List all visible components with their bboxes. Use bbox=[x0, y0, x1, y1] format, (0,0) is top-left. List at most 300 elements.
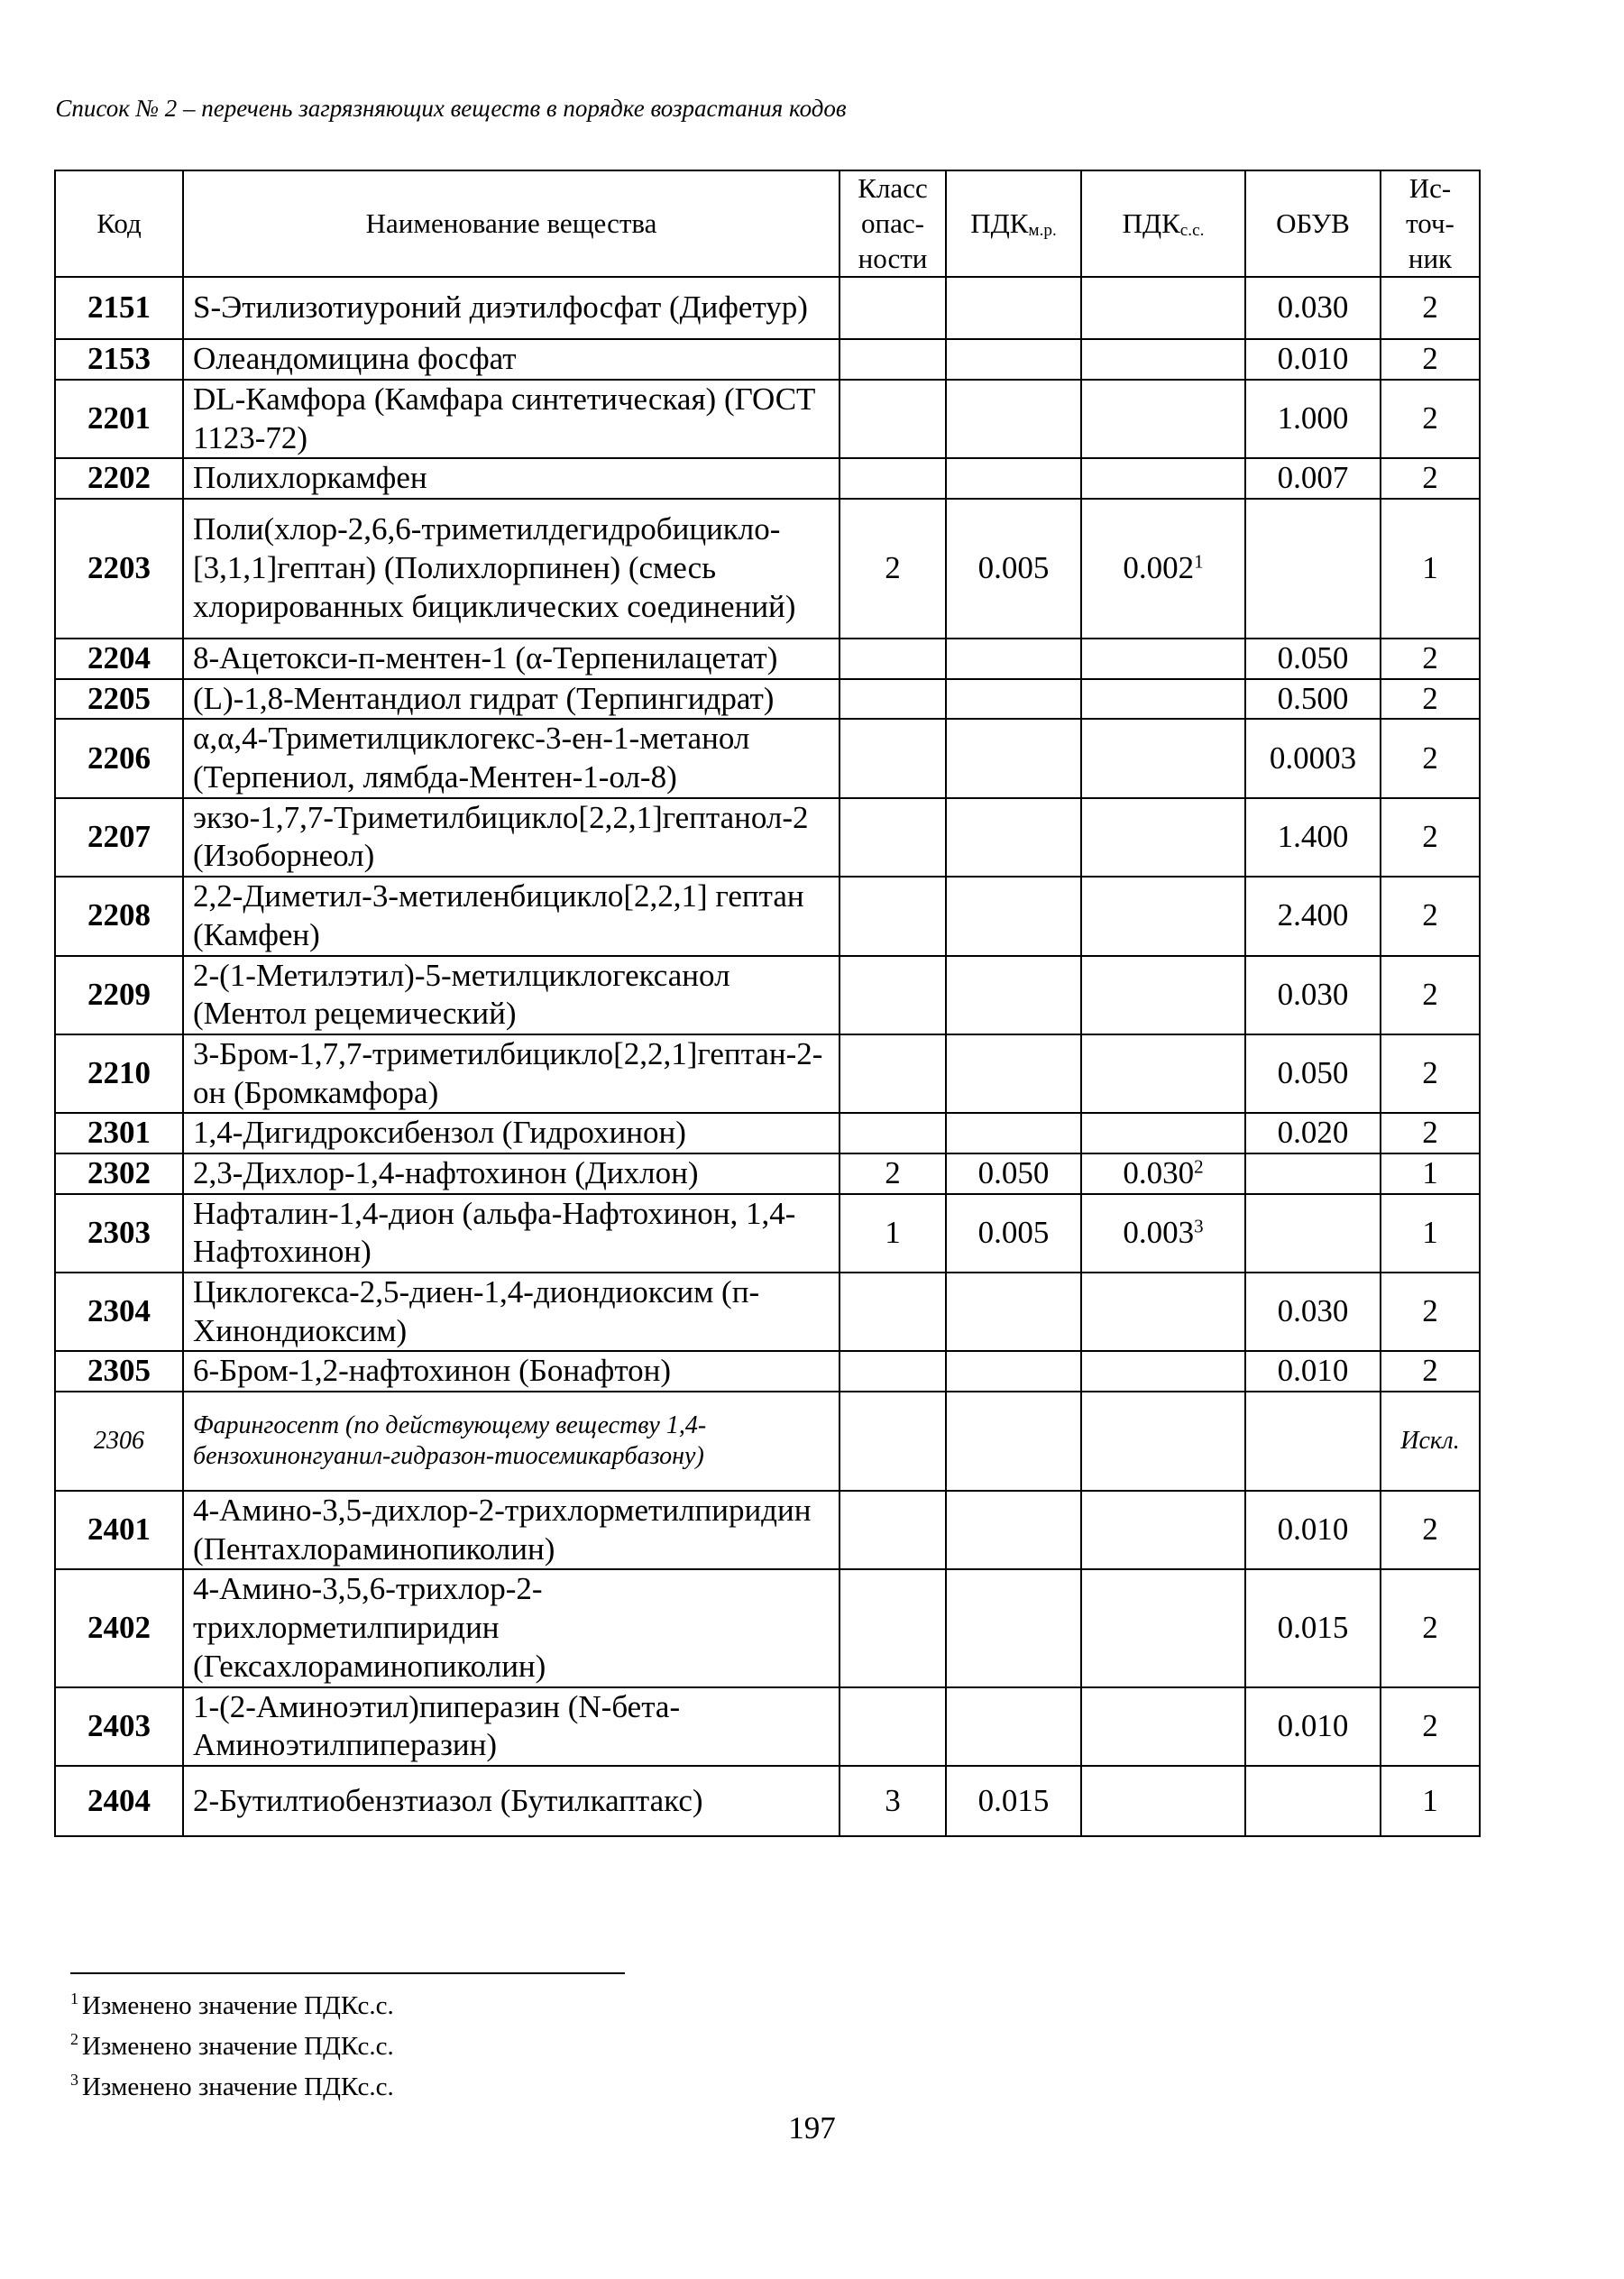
table-row bbox=[55, 877, 1480, 955]
code-cell bbox=[55, 719, 183, 797]
name-cell bbox=[183, 719, 840, 797]
obuv-cell-value: 1.400 bbox=[1277, 819, 1349, 855]
header-pdk-mr bbox=[946, 170, 1081, 277]
name-cell bbox=[183, 1273, 840, 1351]
name-cell-value: Циклогекса-2,5-диен-1,4-диондиоксим (п-Хинондиоксим) bbox=[193, 1274, 760, 1348]
code-cell bbox=[55, 277, 183, 339]
code-cell bbox=[55, 798, 183, 877]
name-cell bbox=[183, 1194, 840, 1273]
obuv-cell bbox=[1245, 639, 1381, 679]
hazard-class-cell bbox=[840, 1351, 946, 1392]
table-row bbox=[55, 1113, 1480, 1153]
page-number: 197 bbox=[788, 2110, 836, 2146]
code-cell-value: 2205 bbox=[87, 680, 151, 716]
source-cell-value: 2 bbox=[1422, 400, 1438, 437]
source-cell-value: 1 bbox=[1422, 1154, 1438, 1190]
name-cell bbox=[183, 339, 840, 380]
obuv-cell bbox=[1245, 458, 1381, 499]
pdk-mr-cell-value: 0.005 bbox=[977, 1214, 1050, 1250]
pdk-mr-cell bbox=[946, 1392, 1081, 1491]
hazard-class-cell bbox=[840, 1392, 946, 1491]
hazard-class-cell-value: 3 bbox=[885, 1782, 901, 1818]
footnote-divider bbox=[70, 1972, 625, 1974]
table-row bbox=[55, 1491, 1480, 1569]
header-hazard-line: Класс bbox=[858, 172, 928, 204]
footnote-3 bbox=[70, 2063, 394, 2104]
footnote-reference: 2 bbox=[1194, 1155, 1204, 1178]
hazard-class-cell bbox=[840, 380, 946, 458]
obuv-cell bbox=[1245, 1113, 1381, 1153]
pdk-mr-cell bbox=[946, 639, 1081, 679]
code-cell bbox=[55, 639, 183, 679]
table-row bbox=[55, 1351, 1480, 1392]
table-row bbox=[55, 956, 1480, 1034]
pdk-ss-cell bbox=[1081, 1194, 1245, 1273]
name-cell-value: 1,4-Дигидроксибензол (Гидрохинон) bbox=[193, 1115, 686, 1151]
footnote-mark: 1 bbox=[70, 1990, 78, 2008]
code-cell-value: 2204 bbox=[87, 640, 151, 675]
code-cell-value: 2153 bbox=[87, 341, 151, 377]
source-cell bbox=[1381, 1766, 1480, 1836]
obuv-cell bbox=[1245, 798, 1381, 877]
name-cell bbox=[183, 639, 840, 679]
name-cell bbox=[183, 1766, 840, 1836]
code-cell bbox=[55, 679, 183, 720]
pdk-mr-cell bbox=[946, 1569, 1081, 1686]
code-cell bbox=[55, 1034, 183, 1113]
footnote-mark: 2 bbox=[70, 2029, 78, 2048]
name-cell bbox=[183, 877, 840, 955]
name-cell bbox=[183, 956, 840, 1034]
code-cell bbox=[55, 1273, 183, 1351]
header-name: Наименование вещества bbox=[183, 170, 840, 277]
pdk-ss-cell bbox=[1081, 499, 1245, 639]
obuv-cell-value: 0.030 bbox=[1277, 289, 1349, 326]
obuv-cell bbox=[1245, 1273, 1381, 1351]
pdk-ss-cell bbox=[1081, 277, 1245, 339]
hazard-class-cell-value: 1 bbox=[885, 1214, 901, 1250]
source-cell bbox=[1381, 1351, 1480, 1392]
footnote-reference: 3 bbox=[1194, 1215, 1204, 1237]
pdk-ss-cell bbox=[1081, 1273, 1245, 1351]
pdk-mr-cell bbox=[946, 1113, 1081, 1153]
code-cell-value: 2208 bbox=[87, 897, 151, 933]
source-cell-value: 2 bbox=[1422, 680, 1438, 716]
source-cell-value: 2 bbox=[1422, 976, 1438, 1012]
table-header-row bbox=[55, 170, 1480, 277]
source-cell bbox=[1381, 458, 1480, 499]
pdk-ss-cell bbox=[1081, 798, 1245, 877]
hazard-class-cell bbox=[840, 1766, 946, 1836]
code-cell bbox=[55, 1491, 183, 1569]
name-cell-value: 2-Бутилтиобензтиазол (Бутилкаптакс) bbox=[193, 1782, 703, 1818]
source-cell bbox=[1381, 639, 1480, 679]
source-cell bbox=[1381, 277, 1480, 339]
code-cell bbox=[55, 956, 183, 1034]
name-cell bbox=[183, 1351, 840, 1392]
code-cell bbox=[55, 339, 183, 380]
source-cell-value: 2 bbox=[1422, 640, 1438, 675]
page-title: Список № 2 – перечень загрязняющих веществ в порядке возрастания кодов bbox=[55, 95, 847, 122]
source-cell bbox=[1381, 679, 1480, 720]
name-cell bbox=[183, 798, 840, 877]
pdk-mr-cell bbox=[946, 1687, 1081, 1766]
header-source bbox=[1381, 170, 1480, 277]
table-row bbox=[55, 1687, 1480, 1766]
source-cell bbox=[1381, 1569, 1480, 1686]
table-body bbox=[55, 277, 1480, 1836]
hazard-class-cell bbox=[840, 956, 946, 1034]
name-cell-value: α,α,4-Триметилциклогекс-3-ен-1-метанол (Терпениол, лямбда-Ментен-1-ол-8) bbox=[193, 721, 750, 795]
hazard-class-cell-value: 2 bbox=[885, 1154, 901, 1190]
pdk-mr-cell bbox=[946, 719, 1081, 797]
footnote-2 bbox=[70, 2023, 394, 2063]
header-source-line: ник bbox=[1408, 242, 1453, 274]
source-cell-value: 2 bbox=[1422, 1115, 1438, 1151]
source-cell bbox=[1381, 956, 1480, 1034]
footnote-text: Изменено значение ПДКс.с. bbox=[81, 2031, 394, 2061]
table-row bbox=[55, 1153, 1480, 1194]
name-cell bbox=[183, 499, 840, 639]
pdk-mr-cell bbox=[946, 1153, 1081, 1194]
hazard-class-cell bbox=[840, 1273, 946, 1351]
source-cell-value: 2 bbox=[1422, 1512, 1438, 1548]
hazard-class-cell bbox=[840, 339, 946, 380]
pdk-mr-cell bbox=[946, 380, 1081, 458]
source-cell-value: 2 bbox=[1422, 341, 1438, 377]
obuv-cell bbox=[1245, 380, 1381, 458]
footnote-text: Изменено значение ПДКс.с. bbox=[81, 1990, 394, 2020]
obuv-cell-value: 0.500 bbox=[1277, 680, 1349, 716]
pdk-mr-cell bbox=[946, 956, 1081, 1034]
code-cell-value: 2201 bbox=[87, 400, 151, 437]
footnote-text: Изменено значение ПДКс.с. bbox=[81, 2072, 394, 2101]
source-cell bbox=[1381, 1194, 1480, 1273]
pdk-ss-cell-value: 0.002 bbox=[1123, 550, 1195, 586]
name-cell bbox=[183, 1687, 840, 1766]
pdk-ss-cell bbox=[1081, 1392, 1245, 1491]
header-pdk-ss-subscript: с.с. bbox=[1179, 220, 1205, 240]
name-cell bbox=[183, 1153, 840, 1194]
obuv-cell-value: 0.010 bbox=[1277, 1707, 1349, 1743]
hazard-class-cell bbox=[840, 1687, 946, 1766]
obuv-cell bbox=[1245, 956, 1381, 1034]
code-cell-value: 2210 bbox=[87, 1055, 151, 1091]
code-cell bbox=[55, 1351, 183, 1392]
pdk-ss-cell bbox=[1081, 1766, 1245, 1836]
pdk-mr-cell bbox=[946, 1194, 1081, 1273]
source-cell bbox=[1381, 1687, 1480, 1766]
code-cell-value: 2402 bbox=[87, 1610, 151, 1646]
code-cell bbox=[55, 1113, 183, 1153]
pdk-mr-cell bbox=[946, 1273, 1081, 1351]
pdk-ss-cell bbox=[1081, 956, 1245, 1034]
name-cell-value: Поли(хлор-2,6,6-триметилдегидробицикло- [3,1,1]гептан) (Полихлорпинен) (смесь хлорированных бициклических соединений) bbox=[193, 511, 796, 624]
hazard-class-cell bbox=[840, 1113, 946, 1153]
obuv-cell-value: 0.015 bbox=[1277, 1610, 1349, 1646]
pdk-ss-cell bbox=[1081, 719, 1245, 797]
header-source-line: Ис- bbox=[1408, 172, 1452, 204]
pdk-ss-cell bbox=[1081, 1491, 1245, 1569]
obuv-cell-value: 0.007 bbox=[1277, 460, 1349, 496]
obuv-cell bbox=[1245, 1569, 1381, 1686]
pdk-ss-cell-value: 0.003 bbox=[1123, 1214, 1195, 1250]
source-cell bbox=[1381, 339, 1480, 380]
obuv-cell bbox=[1245, 1153, 1381, 1194]
name-cell-value: Олеандомицина фосфат bbox=[193, 341, 517, 377]
name-cell bbox=[183, 1113, 840, 1153]
table-row bbox=[55, 277, 1480, 339]
obuv-cell bbox=[1245, 1766, 1381, 1836]
name-cell bbox=[183, 277, 840, 339]
table-row bbox=[55, 380, 1480, 458]
obuv-cell-value: 1.000 bbox=[1277, 400, 1349, 437]
code-cell-value: 2151 bbox=[87, 289, 151, 326]
source-cell bbox=[1381, 1392, 1480, 1491]
table-row bbox=[55, 1194, 1480, 1273]
table-row bbox=[55, 679, 1480, 720]
header-pdk-ss bbox=[1081, 170, 1245, 277]
hazard-class-cell bbox=[840, 277, 946, 339]
name-cell bbox=[183, 458, 840, 499]
table-row bbox=[55, 1034, 1480, 1113]
name-cell-value: экзо-1,7,7-Триметилбицикло[2,2,1]гептанол-2 (Изоборнеол) bbox=[193, 799, 809, 874]
name-cell-value: 4-Амино-3,5,6-трихлор-2-трихлорметилпиридин (Гексахлораминопиколин) bbox=[193, 1571, 546, 1684]
substances-table bbox=[54, 170, 1481, 1837]
table-row bbox=[55, 458, 1480, 499]
pdk-ss-cell bbox=[1081, 339, 1245, 380]
pdk-mr-cell-value: 0.005 bbox=[977, 550, 1050, 586]
pdk-mr-cell bbox=[946, 679, 1081, 720]
source-cell-value: 1 bbox=[1422, 1214, 1438, 1250]
code-cell-value: 2206 bbox=[87, 740, 151, 776]
name-cell-value: Нафталин-1,4-дион (альфа-Нафтохинон, 1,4-Нафтохинон) bbox=[193, 1195, 796, 1270]
table-row bbox=[55, 339, 1480, 380]
source-cell-value: 2 bbox=[1422, 1610, 1438, 1646]
code-cell bbox=[55, 1194, 183, 1273]
name-cell bbox=[183, 1491, 840, 1569]
source-cell bbox=[1381, 1034, 1480, 1113]
obuv-cell-value: 0.050 bbox=[1277, 1055, 1349, 1091]
code-cell-value: 2303 bbox=[87, 1214, 151, 1250]
obuv-cell bbox=[1245, 1034, 1381, 1113]
obuv-cell-value: 0.010 bbox=[1277, 1512, 1349, 1548]
table-row bbox=[55, 1273, 1480, 1351]
header-pdk-mr-label: ПДК bbox=[970, 207, 1029, 239]
obuv-cell-value: 0.0003 bbox=[1269, 740, 1357, 776]
header-code: Код bbox=[55, 170, 183, 277]
code-cell-value: 2301 bbox=[87, 1115, 151, 1151]
hazard-class-cell bbox=[840, 1491, 946, 1569]
pdk-ss-cell bbox=[1081, 1153, 1245, 1194]
source-cell-value: 2 bbox=[1422, 289, 1438, 326]
footnote-reference: 1 bbox=[1194, 550, 1204, 573]
table-row bbox=[55, 1766, 1480, 1836]
pdk-ss-cell bbox=[1081, 1113, 1245, 1153]
name-cell bbox=[183, 1392, 840, 1491]
code-cell-value: 2306 bbox=[94, 1426, 144, 1455]
source-cell bbox=[1381, 1273, 1480, 1351]
obuv-cell bbox=[1245, 499, 1381, 639]
source-cell-value: 1 bbox=[1422, 1782, 1438, 1818]
source-cell bbox=[1381, 1153, 1480, 1194]
source-cell-value: 2 bbox=[1422, 819, 1438, 855]
source-cell bbox=[1381, 877, 1480, 955]
header-pdk-mr-subscript: м.р. bbox=[1028, 220, 1057, 240]
source-cell bbox=[1381, 499, 1480, 639]
pdk-mr-cell bbox=[946, 1351, 1081, 1392]
pdk-ss-cell bbox=[1081, 1351, 1245, 1392]
hazard-class-cell bbox=[840, 1569, 946, 1686]
hazard-class-cell bbox=[840, 719, 946, 797]
obuv-cell-value: 2.400 bbox=[1277, 897, 1349, 933]
header-source-line: точ- bbox=[1406, 207, 1454, 239]
source-cell-value: 2 bbox=[1422, 740, 1438, 776]
pdk-mr-cell bbox=[946, 339, 1081, 380]
name-cell-value: 4-Амино-3,5-дихлор-2-трихлорметилпиридин (Пентахлораминопиколин) bbox=[193, 1493, 812, 1567]
obuv-cell-value: 0.050 bbox=[1277, 640, 1349, 675]
substances-table-container bbox=[54, 170, 1479, 1837]
code-cell bbox=[55, 1569, 183, 1686]
name-cell-value: 6-Бром-1,2-нафтохинон (Бонафтон) bbox=[193, 1353, 672, 1389]
obuv-cell-value: 0.020 bbox=[1277, 1115, 1349, 1151]
name-cell-value: Фарингосепт (по действующему веществу 1,4-бензохинонгуанил-гидразон-тиосемикарбазону) bbox=[193, 1411, 707, 1471]
code-cell-value: 2304 bbox=[87, 1293, 151, 1329]
footnote-mark: 3 bbox=[70, 2070, 78, 2089]
table-row bbox=[55, 1392, 1480, 1491]
pdk-mr-cell bbox=[946, 798, 1081, 877]
pdk-mr-cell bbox=[946, 1034, 1081, 1113]
table-row bbox=[55, 499, 1480, 639]
code-cell bbox=[55, 1153, 183, 1194]
code-cell bbox=[55, 1687, 183, 1766]
pdk-mr-cell-value: 0.050 bbox=[977, 1154, 1050, 1190]
hazard-class-cell bbox=[840, 458, 946, 499]
pdk-mr-cell bbox=[946, 1491, 1081, 1569]
source-cell bbox=[1381, 1113, 1480, 1153]
code-cell-value: 2305 bbox=[87, 1353, 151, 1389]
name-cell-value: DL-Камфора (Камфара синтетическая) (ГОСТ 1123-72) bbox=[193, 381, 816, 455]
pdk-mr-cell bbox=[946, 499, 1081, 639]
footnote-1 bbox=[70, 1982, 394, 2023]
pdk-ss-cell bbox=[1081, 639, 1245, 679]
code-cell bbox=[55, 1766, 183, 1836]
name-cell-value: 1-(2-Аминоэтил)пиперазин (N-бета-Аминоэтилпиперазин) bbox=[193, 1688, 681, 1763]
code-cell-value: 2403 bbox=[87, 1707, 151, 1743]
obuv-cell bbox=[1245, 679, 1381, 720]
name-cell-value: 2-(1-Метилэтил)-5-метилциклогексанол (Ментол рецемический) bbox=[193, 957, 730, 1032]
hazard-class-cell bbox=[840, 679, 946, 720]
obuv-cell-value: 0.010 bbox=[1277, 341, 1349, 377]
code-cell-value: 2209 bbox=[87, 976, 151, 1012]
header-obuv: ОБУВ bbox=[1245, 170, 1381, 277]
code-cell-value: 2203 bbox=[87, 550, 151, 586]
header-hazard-line: ности bbox=[858, 242, 928, 274]
code-cell-value: 2207 bbox=[87, 819, 151, 855]
pdk-mr-cell bbox=[946, 877, 1081, 955]
hazard-class-cell bbox=[840, 1194, 946, 1273]
pdk-ss-cell bbox=[1081, 877, 1245, 955]
pdk-mr-cell bbox=[946, 458, 1081, 499]
pdk-mr-cell-value: 0.015 bbox=[977, 1782, 1050, 1818]
obuv-cell-value: 0.030 bbox=[1277, 1293, 1349, 1329]
obuv-cell bbox=[1245, 719, 1381, 797]
pdk-mr-cell bbox=[946, 277, 1081, 339]
hazard-class-cell bbox=[840, 639, 946, 679]
name-cell-value: 8-Ацетокси-п-ментен-1 (α-Терпенилацетат) bbox=[193, 640, 778, 675]
code-cell-value: 2302 bbox=[87, 1154, 151, 1190]
name-cell-value: 2,3-Дихлор-1,4-нафтохинон (Дихлон) bbox=[193, 1154, 699, 1190]
pdk-ss-cell bbox=[1081, 380, 1245, 458]
header-hazard-class bbox=[840, 170, 946, 277]
source-cell bbox=[1381, 380, 1480, 458]
table-row bbox=[55, 798, 1480, 877]
table-row bbox=[55, 639, 1480, 679]
source-cell bbox=[1381, 719, 1480, 797]
name-cell-value: (L)-1,8-Ментандиол гидрат (Терпингидрат) bbox=[193, 680, 775, 716]
footnotes bbox=[70, 1982, 394, 2103]
hazard-class-cell bbox=[840, 798, 946, 877]
source-cell-value: Искл. bbox=[1400, 1426, 1460, 1455]
name-cell bbox=[183, 1569, 840, 1686]
code-cell bbox=[55, 458, 183, 499]
source-cell bbox=[1381, 798, 1480, 877]
obuv-cell bbox=[1245, 1491, 1381, 1569]
name-cell-value: S-Этилизотиуроний диэтилфосфат (Дифетур) bbox=[193, 289, 808, 326]
pdk-ss-cell bbox=[1081, 458, 1245, 499]
hazard-class-cell bbox=[840, 499, 946, 639]
hazard-class-cell bbox=[840, 877, 946, 955]
pdk-ss-cell bbox=[1081, 1687, 1245, 1766]
source-cell bbox=[1381, 1491, 1480, 1569]
obuv-cell-value: 0.030 bbox=[1277, 976, 1349, 1012]
source-cell-value: 2 bbox=[1422, 460, 1438, 496]
table-row bbox=[55, 719, 1480, 797]
source-cell-value: 2 bbox=[1422, 1353, 1438, 1389]
obuv-cell bbox=[1245, 1351, 1381, 1392]
name-cell bbox=[183, 679, 840, 720]
name-cell-value: 2,2-Диметил-3-метиленбицикло[2,2,1] гептан (Камфен) bbox=[193, 878, 804, 952]
name-cell-value: Полихлоркамфен bbox=[193, 460, 427, 496]
source-cell-value: 2 bbox=[1422, 897, 1438, 933]
pdk-ss-cell bbox=[1081, 679, 1245, 720]
code-cell-value: 2401 bbox=[87, 1512, 151, 1548]
hazard-class-cell bbox=[840, 1034, 946, 1113]
name-cell bbox=[183, 380, 840, 458]
pdk-ss-cell-value: 0.030 bbox=[1123, 1154, 1195, 1190]
hazard-class-cell-value: 2 bbox=[885, 550, 901, 586]
hazard-class-cell bbox=[840, 1153, 946, 1194]
obuv-cell bbox=[1245, 1687, 1381, 1766]
pdk-ss-cell bbox=[1081, 1569, 1245, 1686]
code-cell-value: 2202 bbox=[87, 460, 151, 496]
obuv-cell bbox=[1245, 1392, 1381, 1491]
source-cell-value: 1 bbox=[1422, 550, 1438, 586]
code-cell bbox=[55, 877, 183, 955]
code-cell bbox=[55, 499, 183, 639]
pdk-ss-cell bbox=[1081, 1034, 1245, 1113]
obuv-cell-value: 0.010 bbox=[1277, 1353, 1349, 1389]
obuv-cell bbox=[1245, 1194, 1381, 1273]
obuv-cell bbox=[1245, 277, 1381, 339]
header-hazard-line: опас- bbox=[861, 207, 924, 239]
pdk-mr-cell bbox=[946, 1766, 1081, 1836]
source-cell-value: 2 bbox=[1422, 1055, 1438, 1091]
table-row bbox=[55, 1569, 1480, 1686]
source-cell-value: 2 bbox=[1422, 1707, 1438, 1743]
code-cell-value: 2404 bbox=[87, 1782, 151, 1818]
obuv-cell bbox=[1245, 339, 1381, 380]
